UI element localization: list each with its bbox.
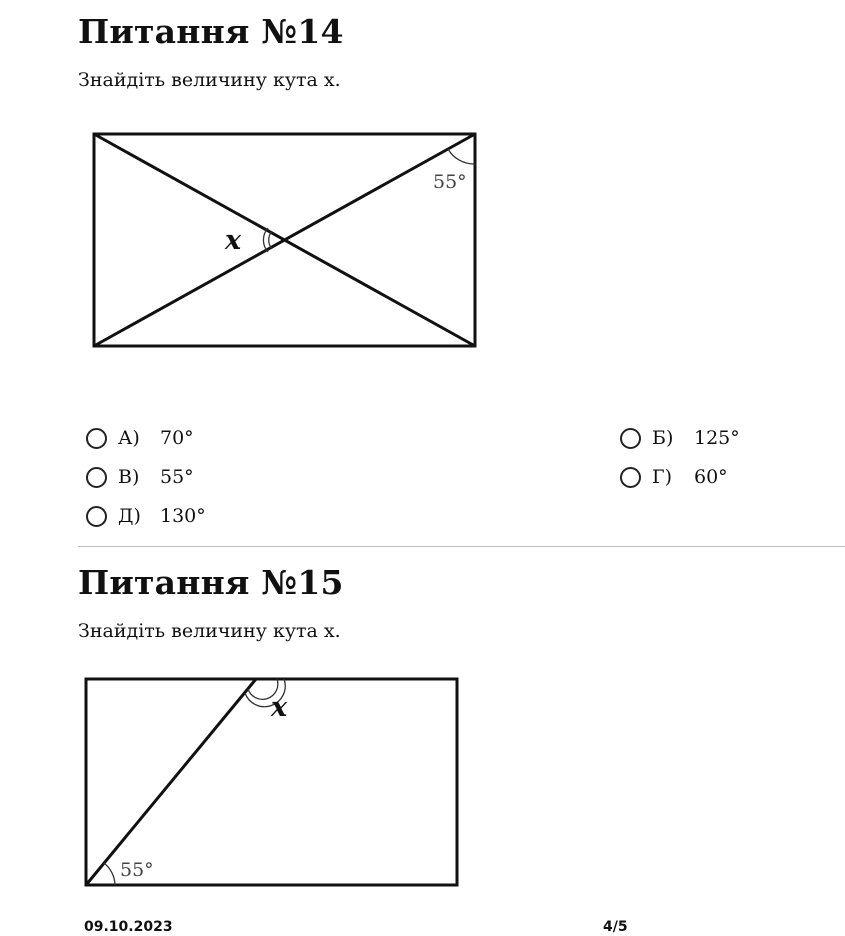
footer-date: 09.10.2023 [84,919,173,935]
angle-arc-55 [104,863,115,885]
diagonal-segment [86,679,256,885]
footer-page-number: 4/5 [603,919,628,935]
angle-label-55: 55° [433,171,467,193]
answer-option-d[interactable] [86,504,206,528]
question-15-title: Питання №15 [78,563,344,602]
answer-letter: В) [118,466,140,488]
answer-value: 60° [694,466,728,488]
question-14-prompt: Знайдіть величину кута х. [78,69,341,91]
question-14-figure [88,128,482,354]
answer-value: 55° [160,466,194,488]
angle-label-x: x [271,692,288,723]
angle-arc-55 [448,149,475,164]
answer-option-v[interactable] [86,465,194,489]
answer-letter: Г) [652,466,672,488]
radio-button-d[interactable] [86,506,107,527]
answer-letter: Б) [652,427,674,449]
answer-value: 130° [160,505,206,527]
radio-button-b[interactable] [620,428,641,449]
answer-value: 125° [694,427,740,449]
angle-label-55: 55° [120,859,154,881]
radio-button-v[interactable] [86,467,107,488]
question-15-figure [80,673,464,891]
question-14-title: Питання №14 [78,12,344,51]
question-15-prompt: Знайдіть величину кута х. [78,620,341,642]
answer-letter: Д) [118,505,141,527]
question-divider [78,546,845,547]
answer-value: 70° [160,427,194,449]
radio-button-a[interactable] [86,428,107,449]
angle-label-x: x [225,225,242,256]
radio-button-g[interactable] [620,467,641,488]
answer-option-g[interactable] [620,465,728,489]
answer-letter: А) [118,427,140,449]
answer-option-b[interactable] [620,426,740,450]
answer-option-a[interactable] [86,426,194,450]
